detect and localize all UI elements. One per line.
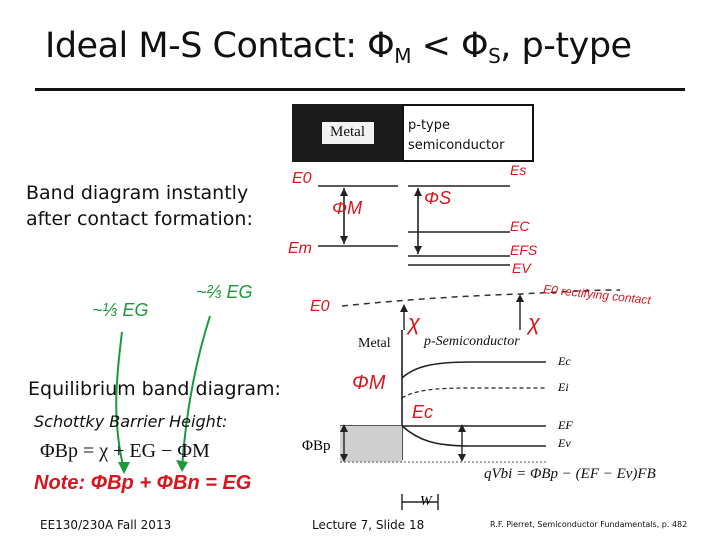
equilibrium-label: Equilibrium band diagram: — [28, 378, 281, 400]
band-diagram-label-1: Band diagram instantly — [26, 182, 249, 204]
hw-ec-top: EC — [510, 218, 530, 234]
band-diagram-label-2: after contact formation: — [26, 208, 253, 230]
hw-em-top: Em — [288, 240, 312, 257]
vbi-formula: qVbi = ΦBp − (EF − Ev)FB — [484, 466, 656, 482]
eq-ec-label: Ec — [558, 354, 571, 368]
w-label: W — [420, 494, 432, 509]
schottky-formula: ΦBp = χ + EG − ΦM — [40, 440, 210, 462]
hw-es-top: Es — [510, 162, 527, 178]
hw-two-third-eg: ~⅔ EG — [196, 282, 253, 302]
hw-phi-s-top: ΦS — [424, 188, 452, 208]
phi-bp-label: ΦBp — [302, 438, 331, 454]
hw-phi-m-mid: ΦM — [352, 372, 386, 394]
hw-e0-mid: E0 — [310, 298, 330, 315]
hw-chi-right: χ — [528, 310, 541, 335]
eq-semi-label: p-Semiconductor — [424, 334, 520, 349]
eq-ev-label: Ev — [558, 436, 571, 450]
eq-metal-label: Metal — [358, 336, 391, 351]
schottky-label: Schottky Barrier Height: — [34, 412, 228, 431]
hw-ec-mid: Ec — [412, 402, 434, 422]
hw-note: Note: ΦBp + ΦBn = EG — [34, 472, 252, 494]
hw-e0-top: E0 — [292, 170, 312, 187]
metal-label: Metal — [330, 124, 365, 140]
footer-course: EE130/230A Fall 2013 — [40, 518, 172, 532]
eq-ef-label: EF — [558, 418, 573, 432]
slide-title: Ideal M-S Contact: $\Phi_M < \Phi_S$, p-type — [45, 26, 632, 68]
footer-reference: R.F. Pierret, Semiconductor Fundamentals, p. 482 — [490, 520, 688, 529]
hw-phi-m-top: ΦM — [332, 198, 363, 218]
hw-ev-top: EV — [512, 260, 531, 276]
semiconductor-label-1: p-type — [408, 118, 450, 133]
hw-efs-top: EFS — [510, 242, 538, 258]
hw-chi-left: χ — [408, 310, 421, 335]
hw-rectifying-contact: E0 rectifying contact — [542, 282, 652, 308]
footer-slide: Lecture 7, Slide 18 — [312, 518, 425, 532]
hw-one-third-eg: ~⅓ EG — [92, 300, 149, 320]
semiconductor-label-2: semiconductor — [408, 138, 505, 153]
eq-ei-label: Ei — [558, 380, 569, 394]
